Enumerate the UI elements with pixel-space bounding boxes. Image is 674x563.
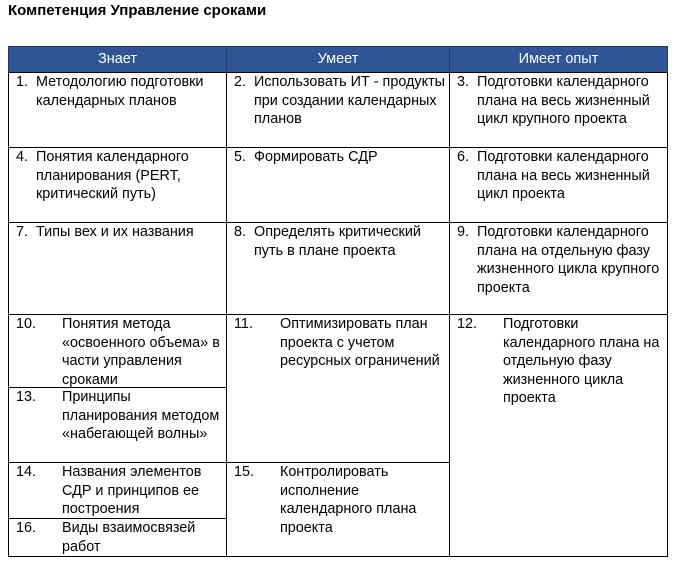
table-cell	[226, 222, 450, 315]
table-cell	[449, 222, 668, 315]
table-cell	[8, 147, 227, 223]
competency-table	[8, 46, 668, 557]
header-knows: Знает	[8, 46, 227, 73]
table-cell	[226, 314, 450, 463]
table-cell	[8, 462, 227, 519]
item-number: 11.	[234, 316, 253, 332]
item-number: 6.	[457, 149, 470, 165]
table-cell	[8, 314, 227, 388]
table-cell	[449, 147, 668, 223]
item-number: 16.	[16, 520, 37, 536]
item-text: Понятия календарного планирования (PERT, критический путь)	[36, 149, 189, 202]
page-title: Компетенция Управление сроками	[8, 2, 267, 19]
table-cell	[449, 72, 668, 148]
table-cell	[226, 72, 450, 148]
item-text: Названия элементов СДР и принципов ее построения	[62, 464, 202, 517]
item-text: Использовать ИТ - продукты при создании календарных планов	[254, 74, 445, 127]
item-number: 14.	[16, 464, 37, 480]
table-cell	[8, 222, 227, 315]
item-number: 5.	[234, 149, 247, 165]
item-text: Формировать СДР	[254, 149, 378, 165]
item-number: 4.	[16, 149, 29, 165]
item-text: Принципы планирования методом «набегающей волны»	[62, 389, 220, 442]
item-number: 10.	[16, 316, 37, 332]
item-number: 1.	[16, 74, 29, 90]
item-text: Виды взаимосвязей работ	[62, 520, 196, 555]
table-cell	[8, 387, 227, 463]
item-number: 3.	[457, 74, 470, 90]
item-text: Подготовки календарного плана на весь жизненный цикл крупного проекта	[477, 74, 650, 127]
table-cell	[449, 314, 668, 557]
table-cell	[226, 147, 450, 223]
header-can: Умеет	[226, 46, 450, 73]
item-text: Подготовки календарного плана на отдельную фазу жизненного цикла крупного проекта	[477, 224, 660, 296]
item-number: 2.	[234, 74, 247, 90]
item-text: Определять критический путь в плане проекта	[254, 224, 421, 259]
table-cell	[8, 518, 227, 557]
item-number: 13.	[16, 389, 37, 405]
item-number: 12.	[457, 316, 478, 332]
item-text: Подготовки календарного плана на отдельную фазу жизненного цикла проекта	[503, 316, 660, 406]
item-number: 9.	[457, 224, 470, 240]
table-cell	[226, 462, 450, 557]
item-text: Контролировать исполнение календарного плана проекта	[280, 464, 417, 536]
item-number: 7.	[16, 224, 29, 240]
item-text: Подготовки календарного плана на весь жизненный цикл проекта	[477, 149, 650, 202]
item-text: Методологию подготовки календарных планов	[36, 74, 204, 109]
item-text: Понятия метода «освоенного объема» в части управления сроками	[62, 316, 220, 388]
item-number: 15.	[234, 464, 255, 480]
item-text: Типы вех и их названия	[36, 224, 194, 240]
header-experience: Имеет опыт	[449, 46, 668, 73]
item-number: 8.	[234, 224, 247, 240]
table-cell	[8, 72, 227, 148]
item-text: Оптимизировать план проекта с учетом ресурсных ограничений	[280, 316, 440, 369]
